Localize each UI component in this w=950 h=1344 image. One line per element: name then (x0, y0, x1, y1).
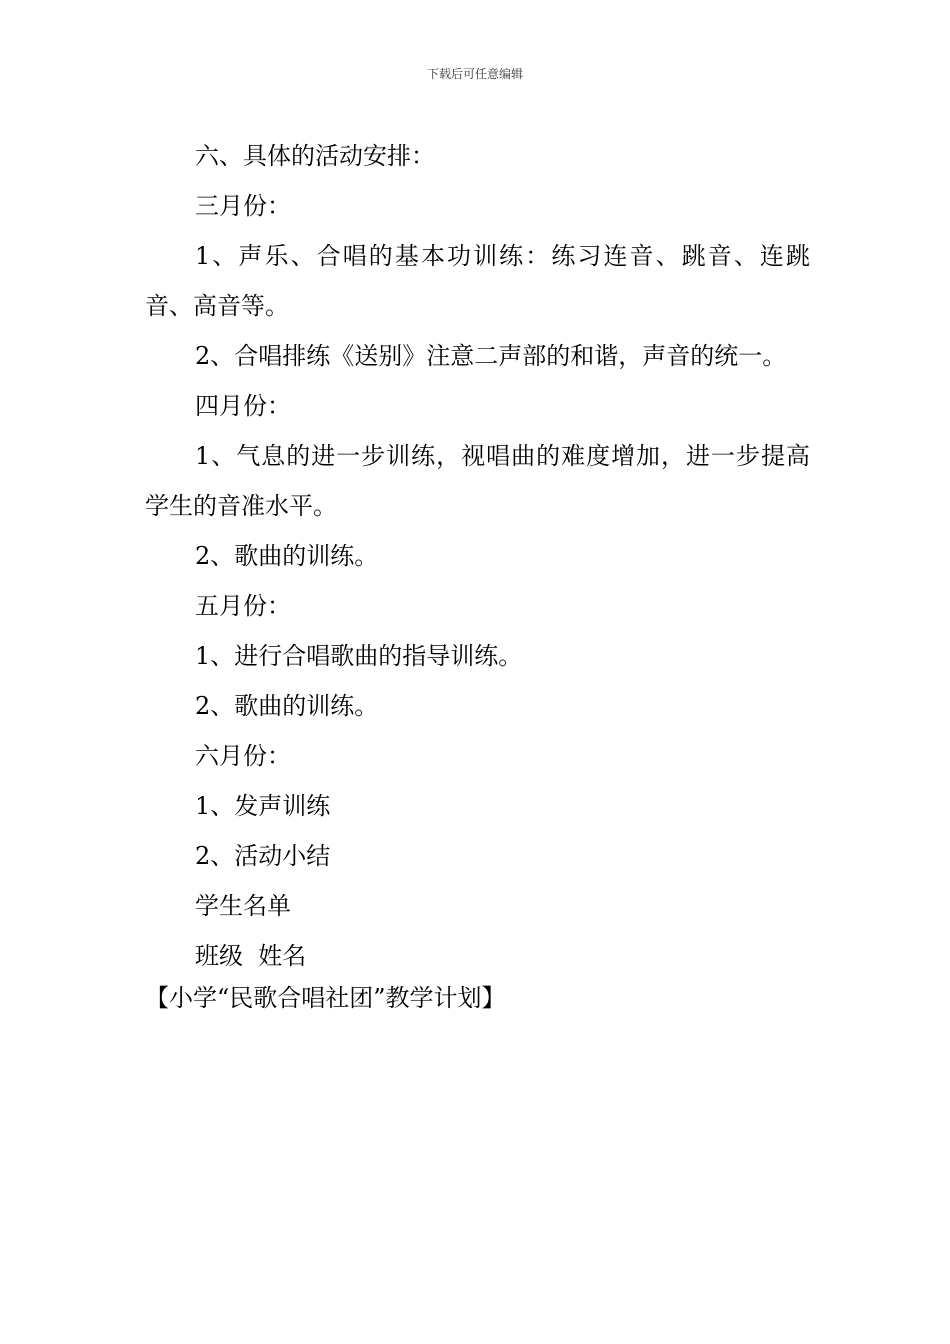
may-item-2: 2、歌曲的训练。 (195, 692, 379, 720)
month-label-june: 六月份： (195, 742, 291, 770)
month-label-may: 五月份： (195, 592, 291, 620)
student-table-header: 班级 姓名 (195, 942, 307, 970)
student-list-heading: 学生名单 (195, 892, 291, 920)
march-item-1: 1、声乐、合唱的基本功训练：练习连音、跳音、连跳音、高音等。 (145, 242, 810, 320)
may-item-1: 1、进行合唱歌曲的指导训练。 (195, 642, 523, 670)
document-footer-title: 【小学“民歌合唱社团”教学计划】 (145, 984, 506, 1012)
april-item-2: 2、歌曲的训练。 (195, 542, 379, 570)
month-label-march: 三月份： (195, 192, 291, 220)
march-item-2: 2、合唱排练《送别》注意二声部的和谐，声音的统一。 (195, 342, 787, 370)
section-heading: 六、具体的活动安排： (195, 142, 435, 170)
page-header-note: 下载后可任意编辑 (426, 67, 523, 81)
document-body (145, 131, 810, 981)
april-item-1: 1、气息的进一步训练，视唱曲的难度增加，进一步提高学生的音准水平。 (145, 442, 810, 520)
june-item-2: 2、活动小结 (195, 842, 331, 870)
june-item-1: 1、发声训练 (195, 792, 331, 820)
month-label-april: 四月份： (195, 392, 291, 420)
